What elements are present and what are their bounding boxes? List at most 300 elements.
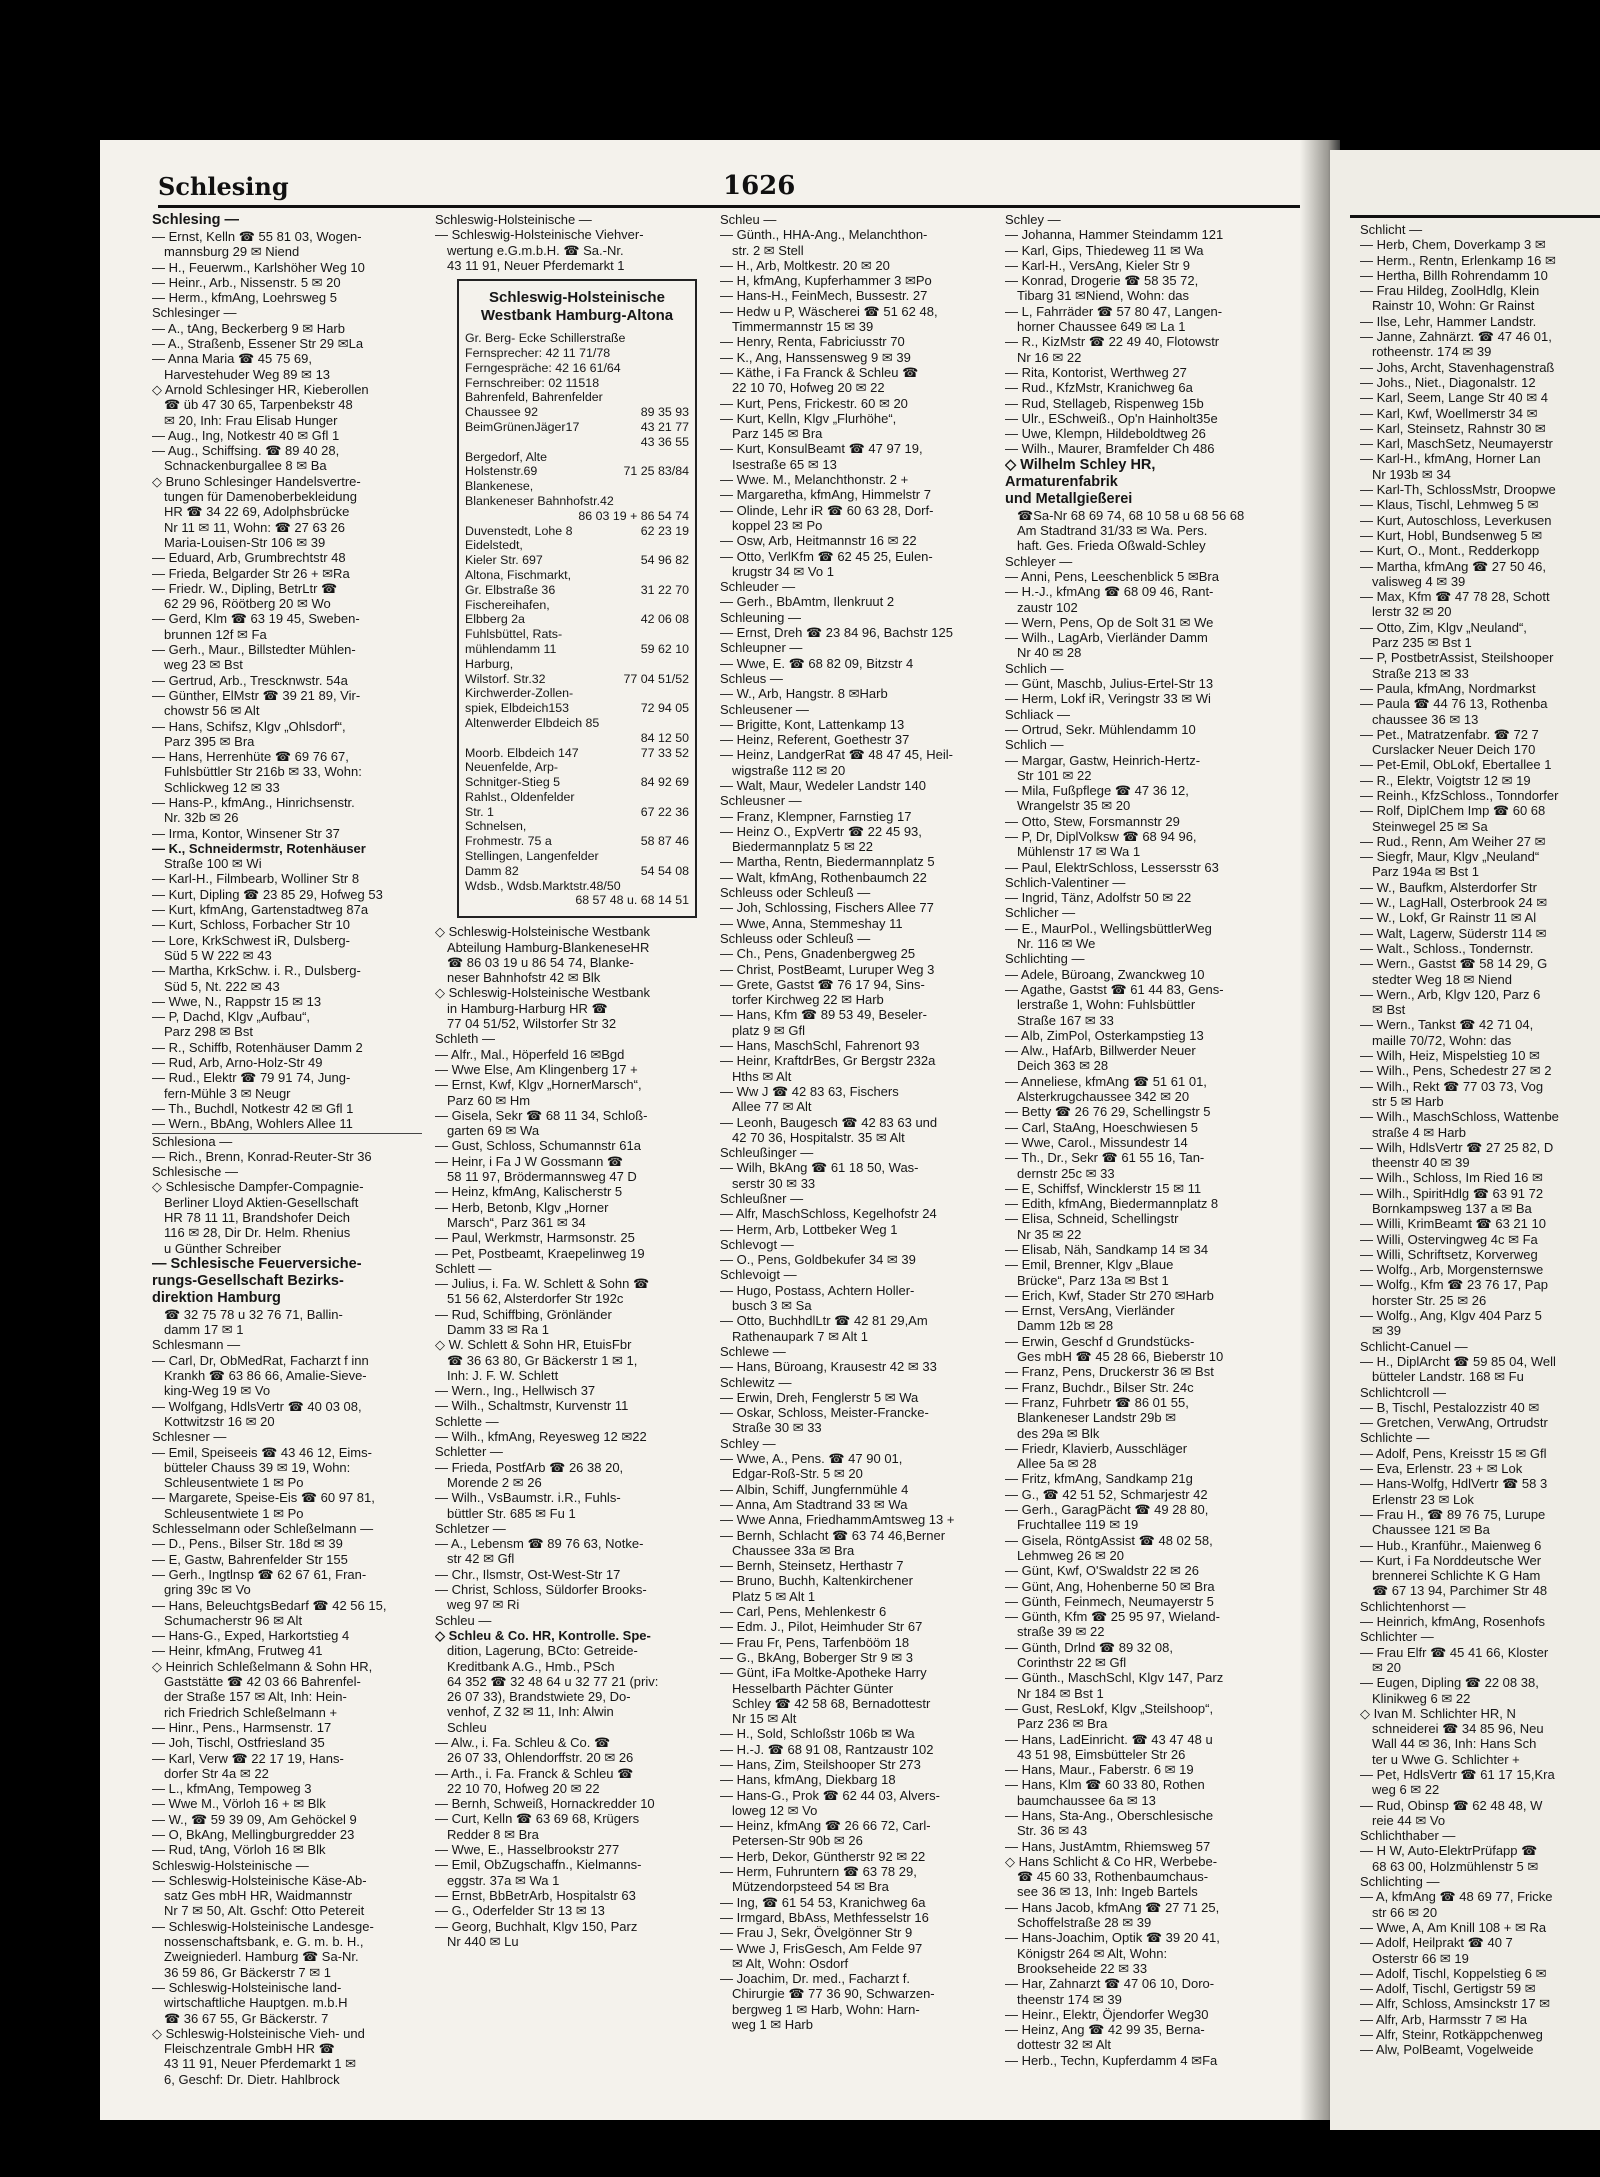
directory-entry: — Paula, kfmAng, Nordmarkst [1360,680,1536,696]
directory-entry: — Anneliese, kfmAng ☎ 51 61 01, [1005,1073,1207,1089]
directory-entry: — Kurt, O., Mont., Redderkopp [1360,543,1540,559]
directory-entry: Nr. 32b ✉ 26 [164,810,239,826]
directory-entry: Nr. 116 ✉ We [1017,936,1096,952]
directory-entry: ☎ 32 75 78 u 32 76 71, Ballin- [164,1306,343,1322]
directory-entry: — Alfr, Arb, Harmsstr 7 ✉ Ha [1360,2011,1527,2027]
directory-entry: Parz 236 ✉ Bra [1017,1716,1108,1732]
directory-entry: — Günth, Kfm ☎ 25 95 97, Wieland- [1005,1609,1220,1625]
branch-row [465,612,689,627]
column-1 [152,212,422,2107]
directory-entry: — Hub., Kranführ., Maienweg 6 [1360,1537,1542,1553]
directory-entry: — Alb, ZimPol, Osterkampstieg 13 [1005,1027,1204,1043]
directory-entry: ✉ Bst [1372,1002,1406,1018]
directory-entry: — Har, Zahnarzt ☎ 47 06 10, Doro- [1005,1976,1215,1992]
directory-entry: Schleus — [720,670,783,686]
directory-entry: Schumacherstr 96 ✉ Alt [164,1612,303,1628]
directory-entry: — Margarete, Speise-Eis ☎ 60 97 81, [152,1490,375,1506]
directory-entry: ☎ 45 60 33, Rothenbaumchaus- [1017,1869,1209,1885]
directory-entry: — Rud, Obinsp ☎ 62 48 48, W [1360,1797,1543,1813]
directory-entry: ◇ Bruno Schlesinger Handelsvertre- [152,473,361,489]
directory-entry: — Irma, Kontor, Winsener Str 37 [152,825,340,841]
directory-entry: — Frau J, Sekr, Övelgönner Str 9 [720,1925,913,1941]
branch-phone: 43 36 55 [640,434,689,449]
branch-name: Fernsprecher: 42 11 71/78 [465,345,611,360]
directory-entry: HR 78 11 11, Brandshofer Deich [164,1210,350,1225]
directory-entry: Schlewe — [720,1343,786,1359]
directory-entry: Schleuning — [720,609,801,625]
directory-entry: — Wilh, BkAng ☎ 61 18 50, Was- [720,1160,919,1176]
directory-entry: dorfer Str 4a ✉ 22 [164,1765,269,1781]
directory-entry: — Wilh., Rekt ☎ 77 03 73, Vog [1360,1078,1544,1094]
branch-name: Moorb. Elbdeich 147 [465,745,579,760]
directory-entry: — Hans, Zim, Steilshooper Str 273 [720,1756,921,1772]
directory-entry: — Betty ☎ 26 76 29, Schellingstr 5 [1005,1104,1211,1120]
directory-entry: — G., Oderfelder Str 13 ✉ 13 [435,1903,605,1919]
directory-entry: — Grete, Gastst ☎ 76 17 94, Sins- [720,976,925,992]
directory-entry: — Wolfg., Arb, Morgensternswe [1360,1262,1544,1278]
directory-entry: — Wwe. M., Melanchthonstr. 2 + [720,472,909,488]
directory-entry: — Gerh., Ingtlnsp ☎ 62 67 61, Fran- [152,1566,367,1582]
directory-entry: Damm 33 ✉ Ra 1 [447,1321,549,1337]
branch-phone: 54 54 08 [640,863,689,878]
directory-entry: busch 3 ✉ Sa [732,1298,812,1314]
directory-entry: Wall 44 ✉ 36, Inh: Hans Sch [1372,1736,1537,1752]
directory-entry: — P, PostbetrAssist, Steilshooper [1360,650,1554,666]
advertisement-title: Schleswig-Holsteinische Westbank Hamburg-Altona [480,289,674,325]
directory-entry: — Wwe, A, Am Knill 108 + ✉ Ra [1360,1919,1547,1935]
branch-row [465,760,689,775]
directory-entry: — Wilh, HdlsVertr ☎ 27 25 82, D [1360,1139,1554,1155]
branch-row [465,864,689,879]
directory-entry: — Janne, Zahnärzt. ☎ 47 46 01, [1360,329,1552,345]
branch-row [465,819,689,834]
directory-entry: — Günth, Feinmech, Neumayerstr 5 [1005,1593,1214,1609]
directory-entry: — Pet., Matratzenfabr. ☎ 72 7 [1360,726,1539,742]
directory-entry: bergweg 1 ✉ Harb, Wohn: Harn- [732,2001,920,2017]
directory-entry: — Willi, KrimBeamt ☎ 63 21 10 [1360,1216,1546,1232]
directory-entry: — Karl-H., Filmbearb, Wolliner Str 8 [152,871,360,887]
directory-entry: — Erwin, Geschf d Grundstücks- [1005,1333,1195,1349]
directory-entry: Str 101 ✉ 22 [1017,767,1092,783]
directory-entry: Zweigniederl. Hamburg ☎ Sa-Nr. [164,1949,359,1965]
directory-entry: — Bernh, Schweiß, Hornackredder 10 [435,1796,655,1812]
directory-entry: Schleu — [720,212,777,227]
directory-entry: — Ilse, Lehr, Hammer Landstr. [1360,313,1537,329]
directory-entry: str. 2 ✉ Stell [732,242,804,258]
directory-entry: — Heinr, i Fa J W Gossmann ☎ [435,1153,624,1169]
directory-entry: ◇ Heinrich Schleßelmann & Sohn HR, [152,1658,373,1674]
directory-entry: Nr 15 ✉ Alt [732,1711,797,1727]
directory-entry: — Hertha, Billh Rohrendamm 10 [1360,267,1548,283]
directory-entry: Schlesinger — [152,305,237,321]
directory-entry: — Rud., KfzMstr, Kranichweg 6a [1005,380,1193,396]
directory-entry: — Gerh., BbAmtm, Ilenkruut 2 [720,594,895,610]
branch-row [465,331,689,346]
directory-entry: — Paul, Werkmstr, Harmsonstr. 25 [435,1230,635,1246]
directory-entry: — Aug., Ing, Notkestr 40 ✉ Gfl 1 [152,427,340,443]
directory-entry: — Kurt, Autoschloss, Leverkusen [1360,512,1552,528]
directory-entry: dition, Lagerung, BCto: Getreide- [447,1643,638,1659]
branch-row [465,627,689,642]
facing-page-column [1360,222,1600,2117]
directory-entry: — Pet, HdlsVertr ☎ 61 17 15,Kra [1360,1766,1555,1782]
directory-entry: — Emil, ObZugschaffn., Kielmanns- [435,1857,642,1873]
directory-entry: — Ch., Pens, Gnadenbergweg 25 [720,946,916,962]
branch-phone: 72 94 05 [640,701,689,716]
directory-entry: Schlich — [1005,737,1064,753]
directory-entry: Gaststätte ☎ 42 03 66 Bahrenfel- [164,1674,361,1690]
directory-entry: — G., ☎ 42 51 52, Schmarjestr 42 [1005,1486,1208,1502]
facing-page-header [1350,175,1600,218]
directory-entry: Osterstr 66 ✉ 19 [1372,1950,1469,1966]
directory-entry: Nr 11 ✉ 11, Wohn: ☎ 27 63 26 [164,519,346,535]
directory-entry: — Georg, Buchhalt, Klgv 150, Parz [435,1918,638,1934]
directory-entry: — Wwe, N., Rappstr 15 ✉ 13 [152,993,322,1009]
directory-entry: — Anna, Am Stadtrand 33 ✉ Wa [720,1496,908,1512]
directory-entry: — Leonh, Baugesch ☎ 42 83 63 und [720,1114,938,1130]
branch-phone: 42 06 08 [640,612,689,627]
directory-entry: gring 39c ✉ Vo [164,1582,251,1598]
directory-entry: — Walt, kfmAng, Rothenbaumch 22 [720,869,927,885]
directory-entry: ◇ Wilhelm Schley HR, [1005,456,1156,473]
directory-entry: platz 9 ✉ Gfl [732,1022,806,1038]
directory-entry: — Wolfg., Ang, Klgv 404 Parz 5 [1360,1308,1542,1324]
directory-entry: — Christ, Schloss, Süldorfer Brooks- [435,1582,647,1598]
directory-entry: — Edith, kfmAng, Biedermannplatz 8 [1005,1196,1219,1212]
branch-name: Fischereihafen, [465,597,550,612]
directory-entry: rotheenstr. 174 ✉ 39 [1372,344,1492,360]
directory-entry: — Herb, Dekor, Güntherstr 92 ✉ 22 [720,1848,926,1864]
directory-entry: str 5 ✉ Harb [1372,1093,1444,1109]
branch-phone: 84 92 69 [640,775,689,790]
branch-row [465,686,689,701]
directory-entry: fern-Mühle 3 ✉ Neugr [164,1085,291,1101]
branch-row [465,598,689,613]
branch-name: Holstenstr.69 [465,464,538,479]
directory-entry: Schleu — [435,1612,492,1628]
column-4 [1005,212,1275,2107]
directory-entry: Parz 194a ✉ Bst 1 [1372,864,1480,880]
directory-entry: — Karl, Gips, Thiedeweg 11 ✉ Wa [1005,242,1204,258]
branch-phone: 84 12 50 [640,730,689,745]
directory-entry: — Hans, LadEinricht. ☎ 43 47 48 u [1005,1731,1213,1747]
branch-row [465,716,689,731]
directory-entry: — R., Elektr, Voigtstr 12 ✉ 19 [1360,772,1531,788]
directory-entry: — Wilh, Heiz, Mispelstieg 10 ✉ [1360,1048,1540,1064]
branch-name: Blankenese, [465,479,534,494]
directory-entry: Straße 100 ✉ Wi [164,856,262,872]
directory-entry: 68 63 00, Holzmühlenstr 5 ✉ [1372,1858,1539,1874]
directory-entry: HR ☎ 34 22 69, Adolphsbrücke [164,504,350,520]
directory-entry: ☎Sa-Nr 68 69 74, 68 10 58 u 68 56 68 [1017,507,1245,523]
directory-entry: — Herb, Betonb, Klgv „Horner [435,1199,609,1215]
directory-entry: Schleußner — [720,1191,804,1206]
directory-entry: Schlesner — [152,1429,227,1445]
directory-entry: — Wwe, Anna, Stemmeshay 11 [720,915,903,931]
branch-row [465,790,689,805]
directory-entry: — Rud, tAng, Vörloh 16 ✉ Blk [152,1842,326,1858]
branch-phone: 62 23 19 [640,523,689,538]
directory-entry: Platz 5 ✉ Alt 1 [732,1588,816,1604]
directory-entry: nossenschaftsbank, e. G. m. b. H., [164,1934,364,1950]
directory-entry: — Wern., Ing., Hellwisch 37 [435,1383,596,1399]
directory-entry: — E, Gastw, Bahrenfelder Str 155 [152,1551,348,1567]
branch-name: Wdsb., Wdsb.Marktstr.48/50 [465,878,621,893]
directory-entry: Isestraße 65 ✉ 13 [732,456,837,472]
directory-entry: — Ortrud, Sekr. Mühlendamm 10 [1005,721,1196,737]
directory-entry: — Wwe, E., Hasselbrookstr 277 [435,1842,620,1858]
directory-entry: — Rud., Elektr ☎ 79 91 74, Jung- [152,1070,351,1086]
directory-entry: ◇ Schleswig-Holsteinische Westbank [435,985,650,1001]
directory-entry: ◇ Schleu & Co. HR, Kontrolle. Spe- [435,1627,651,1643]
westbank-advertisement [457,279,697,918]
directory-entry: — Rud, Schiffbing, Grönländer [435,1306,612,1322]
directory-entry: — Karl, Kwf, Woellmerstr 34 ✉ [1360,405,1538,421]
directory-entry: Schley — [720,1435,776,1451]
branch-row [465,672,689,687]
directory-entry: Corinthstr 22 ✉ Gfl [1017,1655,1127,1671]
directory-entry: ◇ Ivan M. Schlichter HR, N [1360,1705,1516,1721]
branch-name: BeimGrünenJäger17 [465,419,580,434]
branch-name: Neuenfelde, Arp- [465,760,558,775]
directory-entry: — Wern., Arb, Klgv 120, Parz 6 [1360,986,1541,1002]
header-keyword: Schlesing [158,172,289,201]
directory-entry: — Karl-H., VersAng, Kieler Str 9 [1005,257,1190,273]
directory-entry: Königstr 264 ✉ Alt, Wohn: [1017,1945,1168,1961]
directory-entry: — Eva, Erlenstr. 23 + ✉ Lok [1360,1461,1523,1477]
directory-entry: 42 70 36, Hospitalstr. 35 ✉ Alt [732,1129,905,1145]
directory-entry: ☎ 36 67 55, Gr Bäckerstr. 7 [164,2010,329,2026]
directory-entry: ✉ Alt, Wohn: Osdorf [732,1955,849,1971]
directory-entry: — Hans, BeleuchtgsBedarf ☎ 42 56 15, [152,1597,387,1613]
branch-row [465,805,689,820]
directory-entry: — Karl-H., kfmAng, Horner Lan [1360,451,1541,467]
directory-entry: Ges mbH ☎ 45 28 66, Bieberstr 10 [1017,1349,1224,1365]
directory-entry: — Alfr, Schloss, Amsinckstr 17 ✉ [1360,1996,1551,2012]
directory-entry: — Gertrud, Arb., Trescknwstr. 54a [152,672,348,688]
branch-phone: 54 96 82 [640,553,689,568]
directory-entry: 116 ✉ 28, Dir Dr. Helm. Rhenius [164,1225,351,1241]
directory-entry: — Gisela, Sekr ☎ 68 11 34, Schloß- [435,1107,648,1123]
directory-entry: — Erich, Kwf, Stader Str 270 ✉Harb [1005,1287,1214,1303]
directory-entry: — Adolf, Tischl, Koppelstieg 6 ✉ [1360,1965,1547,1981]
directory-entry: wigstraße 112 ✉ 20 [732,762,846,778]
directory-entry: — Günt, iFa Moltke-Apotheke Harry [720,1665,927,1681]
branch-row [465,509,689,524]
directory-entry: — A., Lebensm ☎ 89 76 63, Notke- [435,1536,644,1552]
directory-entry: bütteler Landstr. 168 ✉ Fu [1372,1369,1524,1385]
directory-entry: — Wilh., MaschSchloss, Wattenbe [1360,1109,1559,1125]
directory-entry: Krankh ☎ 63 86 66, Amalie-Sieve- [164,1368,367,1384]
branch-phone: 58 87 46 [640,834,689,849]
directory-entry: — Karl, Seem, Lange Str 40 ✉ 4 [1360,390,1548,406]
directory-entry: Schlevoigt — [720,1267,797,1283]
directory-entry: — E, Schiffsf, Wincklerstr 15 ✉ 11 [1005,1180,1202,1196]
directory-entry: Nr 40 ✉ 28 [1017,645,1082,661]
directory-entry: des 29a ✉ Blk [1017,1425,1100,1441]
directory-entry: — Heinz, Ang ☎ 42 99 35, Berna- [1005,2022,1205,2038]
directory-entry: maille 70/72, Wohn: das [1372,1032,1512,1048]
directory-entry: — Franz, Pens, Druckerstr 36 ✉ Bst [1005,1364,1214,1380]
branch-row [465,361,689,376]
directory-entry: — Heinz, Referent, Goethestr 37 [720,732,910,748]
directory-entry: — Elisa, Schneid, Schellingstr [1005,1211,1179,1227]
directory-entry: Süd 5, Nt. 222 ✉ 43 [164,978,280,994]
branch-phone: 77 04 51/52 [623,671,689,686]
directory-entry: — Otto, Zim, Klgv „Neuland“, [1360,619,1527,635]
directory-entry: 58 11 97, Brödermannsweg 47 D [447,1169,637,1185]
directory-entry: — Hedw u P, Wäscherei ☎ 51 62 48, [720,303,938,319]
branch-name: Ferngespräche: 42 16 61/64 [465,360,621,375]
directory-entry: Am Stadtrand 31/33 ✉ Wa. Pers. [1017,523,1208,539]
directory-entry: see 36 ✉ 13, Inh: Ingeb Bartels [1017,1884,1198,1900]
directory-entry: — Wwe, E. ☎ 68 82 09, Bitzstr 4 [720,655,914,671]
directory-entry: Alsterkrugchaussee 342 ✉ 20 [1017,1089,1190,1105]
directory-entry: Schoffelstraße 28 ✉ 39 [1017,1915,1152,1931]
directory-entry: — Alfr, MaschSchloss, Kegelhofstr 24 [720,1206,937,1222]
directory-entry: und Metallgießerei [1005,490,1133,507]
directory-entry: Klinikweg 6 ✉ 22 [1372,1690,1471,1706]
directory-entry: Schlesmann — [152,1337,241,1353]
directory-entry: Armaturenfabrik [1005,473,1118,490]
directory-entry: Süd 5 W 222 ✉ 43 [164,947,272,963]
branch-name: Chaussee 92 [465,405,539,420]
directory-entry: — Heinz, kfmAng, Kalischerstr 5 [435,1184,623,1200]
directory-entry: ☎ 86 03 19 u 86 54 74, Blanke- [447,954,634,970]
directory-entry: — Otto, BuchhdlLtr ☎ 42 81 29,Am [720,1313,928,1329]
directory-entry: Fleischzentrale GmbH HR ☎ [164,2041,335,2057]
directory-entry: Morende 2 ✉ 26 [447,1474,542,1490]
directory-entry: Schlett — [435,1260,492,1276]
branch-row [465,746,689,761]
directory-entry: — Rud, Stellageb, Rispenweg 15b [1005,395,1204,411]
directory-entry: — Willi, Ostervingweg 4c ✉ Fa [1360,1231,1538,1247]
branch-row [465,731,689,746]
branch-row [465,450,689,465]
directory-entry: str 42 ✉ Gfl [447,1551,515,1567]
directory-entry: Schleusener — [720,701,809,717]
branch-row [465,346,689,361]
directory-entry: — Friedr. W., Dipling, BetrLtr ☎ [152,580,338,596]
directory-entry: — Wolfgang, HdlsVertr ☎ 40 03 08, [152,1398,362,1414]
directory-entry: — Wilh., VsBaumstr. i.R., Fuhls- [435,1490,621,1506]
directory-entry: — Johs, Archt, Stavenhagenstraß [1360,359,1555,375]
directory-entry: Schleuder — [720,579,796,595]
branch-phone: 31 22 70 [640,582,689,597]
directory-entry: — Franz, Fuhrbetr ☎ 86 01 55, [1005,1394,1189,1410]
directory-entry: valisweg 4 ✉ 39 [1372,573,1466,589]
directory-entry: Schlewitz — [720,1374,792,1390]
directory-entry: chaussee 36 ✉ 13 [1372,711,1479,727]
directory-entry: — Oskar, Schloss, Meister-Francke- [720,1405,929,1421]
directory-entry: Berliner Lloyd Aktien-Gesellschaft [164,1194,359,1210]
directory-entry: Erlenstr 23 ✉ Lok [1372,1491,1474,1507]
directory-entry: — O., Pens, Goldbekufer 34 ✉ 39 [720,1252,916,1268]
directory-entry: — Wwe Else, Am Klingenberg 17 + [435,1061,638,1077]
directory-entry: — A., tAng, Beckerberg 9 ✉ Harb [152,320,345,336]
directory-entry: Schlich-Valentiner — [1005,874,1126,890]
branch-row [465,775,689,790]
directory-entry: — Herm., kfmAng, Loehrsweg 5 [152,290,337,306]
directory-entry: Allee 77 ✉ Alt [732,1099,812,1115]
directory-entry: — Bruno, Buchh, Kaltenkirchener [720,1573,913,1589]
branch-row [465,568,689,583]
directory-entry: — Frau Elfr ☎ 45 41 66, Kloster [1360,1644,1549,1660]
directory-entry: krugstr 34 ✉ Vo 1 [732,563,834,579]
directory-entry: reie 44 ✉ Vo [1372,1812,1446,1828]
directory-entry: Straße 30 ✉ 33 [732,1420,822,1436]
directory-entry: Tibarg 31 ✉Niend, Wohn: das [1017,288,1190,304]
directory-entry: — B, Tischl, Pestalozzistr 40 ✉ [1360,1399,1540,1415]
directory-entry: rich Friedrich Schleßelmann + [164,1704,338,1720]
directory-entry: Blankeneser Landstr 29b ✉ [1017,1410,1177,1426]
directory-entry: haft. Ges. Frieda Oßwald-Schley [1017,538,1206,554]
directory-entry: — Ulr., ESchweiß., Op'n Hainholt35e [1005,410,1218,426]
directory-entry: mannsburg 29 ✉ Niend [164,244,300,260]
branch-name: Wilstorf. Str.32 [465,671,546,686]
directory-entry: — Osw, Arb, Heitmannstr 16 ✉ 22 [720,533,917,549]
branch-row [465,390,689,405]
directory-entry: Nr 193b ✉ 34 [1372,466,1451,482]
directory-entry: — G., BkAng, Boberger Str 9 ✉ 3 [720,1649,913,1665]
directory-entry: ◇ Schleswig-Holsteinische Westbank [435,924,650,940]
directory-entry: — Günt, Ang, Hohenberne 50 ✉ Bra [1005,1578,1215,1594]
directory-entry: Schlesiona — [152,1133,422,1149]
directory-entry: — Hans-H., FeinMech, Bussestr. 27 [720,288,928,304]
branch-row [465,420,689,435]
directory-entry: — Julius, i. Fa. W. Schlett & Sohn ☎ [435,1276,650,1292]
directory-entry: ☎ 67 13 94, Parchimer Str 48 [1372,1583,1548,1599]
directory-entry: — Alfr., Mal., Höperfeld 16 ✉Bgd [435,1046,625,1062]
directory-entry: — Hans-G., Exped, Harkortstieg 4 [152,1628,350,1644]
branch-row [465,834,689,849]
directory-entry: Schlicher — [1005,905,1076,921]
directory-entry: Inh: J. F. W. Schlett [447,1367,559,1383]
directory-entry: — Gretchen, VerwAng, Ortrudstr [1360,1415,1548,1431]
directory-entry: str 66 ✉ 20 [1372,1904,1438,1920]
directory-entry: — Willi, Schriftsetz, Korverweg [1360,1246,1538,1262]
directory-entry: direktion Hamburg [152,1289,281,1306]
directory-entry: garten 69 ✉ Wa [447,1123,540,1139]
directory-entry: — H., Arb, Moltkestr. 20 ✉ 20 [720,257,890,273]
directory-entry: — Siegfr, Maur, Klgv „Neuland“ [1360,849,1540,865]
directory-entry: — Rich., Brenn, Konrad-Reuter-Str 36 [152,1148,372,1164]
branch-name: mühlendamm 11 [465,641,557,656]
directory-entry: ✉ 20, Inh: Frau Elisab Hunger [164,412,338,428]
directory-entry: — Hans, Herrenhüte ☎ 69 76 67, [152,749,349,765]
directory-entry: — Hans Jacob, kfmAng ☎ 27 71 25, [1005,1899,1220,1915]
branch-row [465,701,689,716]
directory-entry: — Johanna, Hammer Steindamm 121 [1005,227,1224,243]
directory-entry: — K., Schneidermstr, Rotenhäuser [152,840,366,856]
directory-entry: — Otto, VerlKfm ☎ 62 45 25, Eulen- [720,548,933,564]
directory-entry: — Karl, MaschSetz, Neumayerstr [1360,436,1553,452]
directory-entry: Schleusentwiete 1 ✉ Po [164,1505,304,1521]
directory-entry: — Walt, Lagerw, Süderstr 114 ✉ [1360,925,1547,941]
directory-entry: ☎ üb 47 30 65, Tarpenbekstr 48 [164,397,353,413]
directory-entry: bütteler Chauss 39 ✉ 19, Wohn: [164,1459,351,1475]
directory-entry: Timmermannstr 15 ✉ 39 [732,319,874,335]
directory-entry: theenstr 174 ✉ 39 [1017,1991,1122,2007]
directory-entry: — Uwe, Klempn, Hildeboldtweg 26 [1005,426,1206,442]
directory-entry: — Wilh., LagArb, Vierländer Damm [1005,630,1208,646]
directory-entry: Schleusentwiete 1 ✉ Po [164,1475,304,1491]
directory-entry: Schlich — [1005,660,1064,676]
directory-entry: — Wolfg., Kfm ☎ 23 76 17, Pap [1360,1277,1548,1293]
directory-entry: dottestr 32 ✉ Alt [1017,2037,1111,2053]
directory-entry: Schlickweg 12 ✉ 33 [164,779,280,795]
directory-entry: Brookseheide 22 ✉ 33 [1017,1960,1148,1976]
